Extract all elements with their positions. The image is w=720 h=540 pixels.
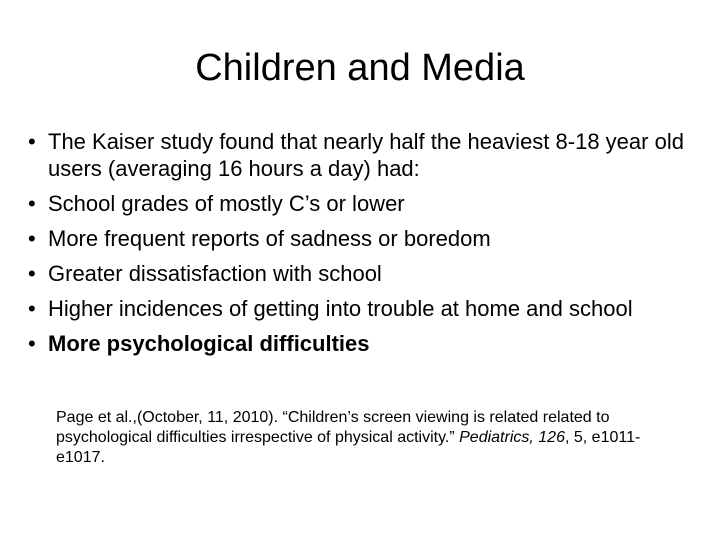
bullet-text: School grades of mostly C’s or lower	[48, 191, 405, 216]
slide-title: Children and Media	[195, 47, 525, 89]
bullet-item-psychological	[28, 330, 698, 357]
citation-journal: Pediatrics,	[459, 429, 534, 446]
bullet-dot: •	[28, 331, 36, 356]
bullet-dot: •	[28, 129, 36, 154]
bullet-text: The Kaiser study found that nearly half the heaviest 8-18 year old users (averaging 16 hours a day) had:	[48, 129, 684, 181]
bullet-text: More frequent reports of sadness or boredom	[48, 226, 491, 251]
bullet-item-school-grades	[28, 190, 698, 217]
bullet-text: Higher incidences of getting into trouble at home and school	[48, 296, 633, 321]
citation-prefix: Page et al.,(October, 11, 2010). “Children’s screen viewing is related related to psychological difficulties irrespective of physical activity.”	[56, 409, 610, 446]
citation-suffix: , 5, e1011-e1017.	[56, 429, 641, 466]
bullet-dot: •	[28, 261, 36, 286]
bullet-dot: •	[28, 226, 36, 251]
bullet-dot: •	[28, 191, 36, 216]
bullet-dot: •	[28, 296, 36, 321]
bullet-text: More psychological difficulties	[48, 331, 370, 356]
bullet-item-dissatisfaction	[28, 260, 698, 287]
citation-volume: 126	[538, 429, 565, 446]
bullet-text: Greater dissatisfaction with school	[48, 261, 382, 286]
bullet-item-kaiser-study	[28, 128, 698, 182]
citation	[56, 408, 666, 468]
bullet-item-sadness	[28, 225, 698, 252]
bullet-item-trouble	[28, 295, 698, 322]
bullet-list	[28, 128, 698, 365]
